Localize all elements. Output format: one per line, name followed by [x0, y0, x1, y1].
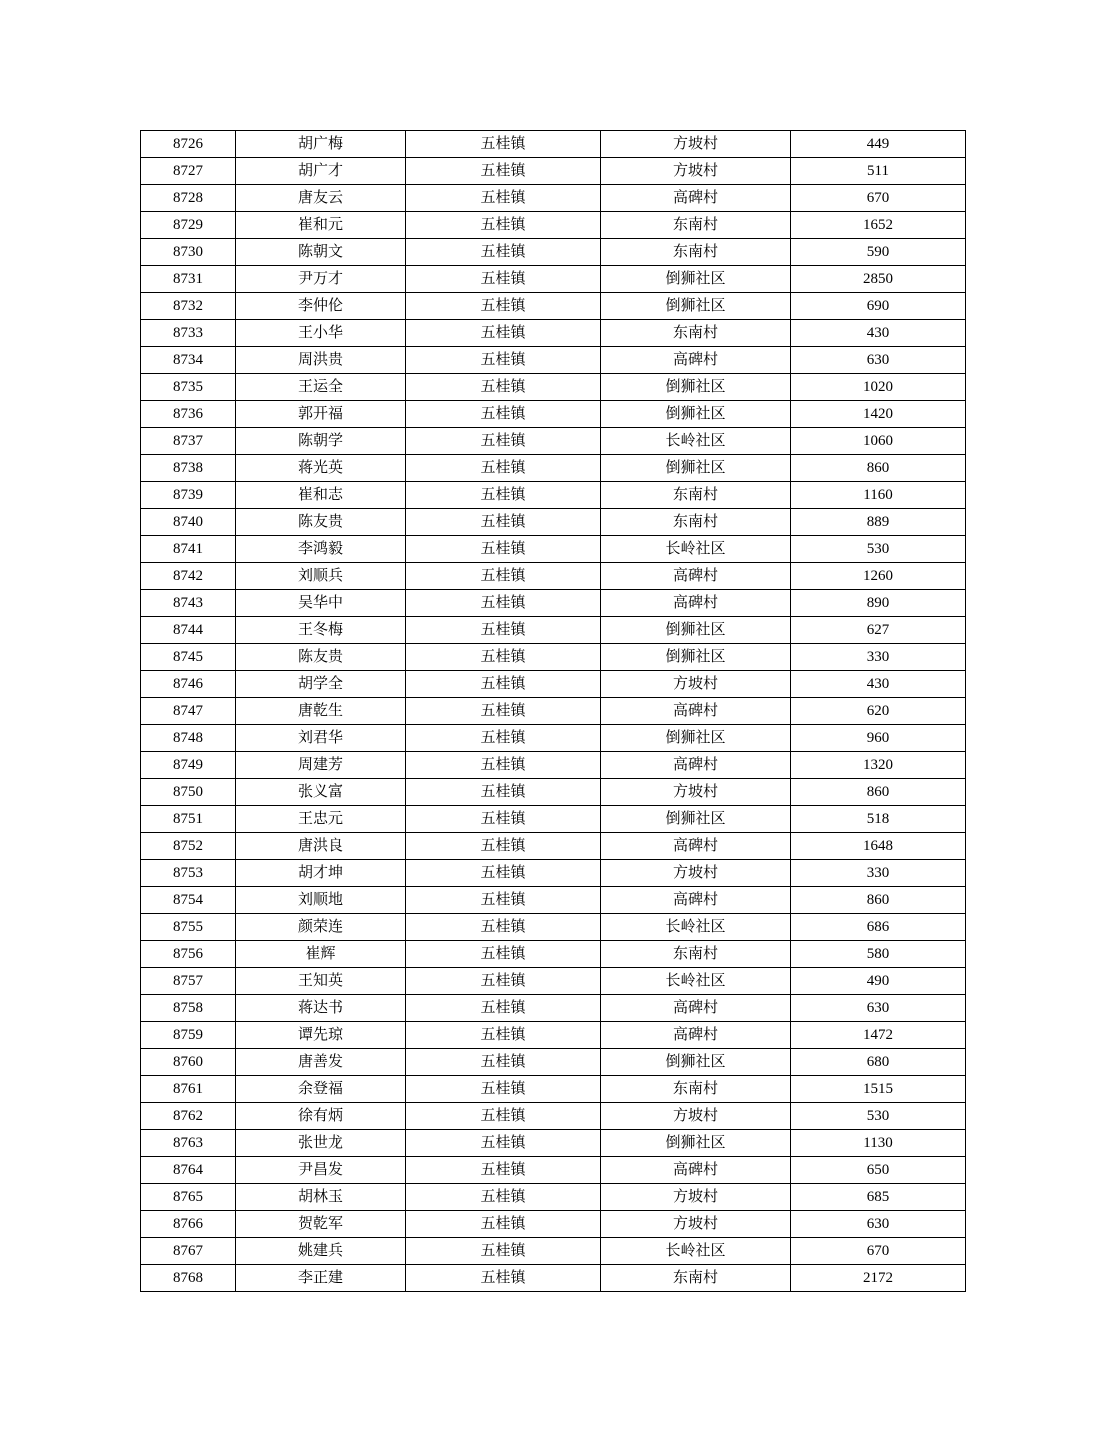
table-row — [141, 914, 966, 941]
cell-name: 张世龙 — [236, 1130, 406, 1157]
cell-name: 尹昌发 — [236, 1157, 406, 1184]
cell-village: 长岭社区 — [601, 536, 791, 563]
cell-village: 倒狮社区 — [601, 617, 791, 644]
cell-village: 东南村 — [601, 212, 791, 239]
cell-amount: 590 — [791, 239, 966, 266]
cell-village: 长岭社区 — [601, 968, 791, 995]
cell-amount: 690 — [791, 293, 966, 320]
cell-village: 倒狮社区 — [601, 725, 791, 752]
cell-id: 8737 — [141, 428, 236, 455]
cell-name: 唐洪良 — [236, 833, 406, 860]
cell-name: 蒋达书 — [236, 995, 406, 1022]
table-row — [141, 428, 966, 455]
cell-village: 东南村 — [601, 509, 791, 536]
cell-amount: 1420 — [791, 401, 966, 428]
cell-town: 五桂镇 — [406, 185, 601, 212]
cell-amount: 518 — [791, 806, 966, 833]
cell-id: 8732 — [141, 293, 236, 320]
cell-village: 倒狮社区 — [601, 1049, 791, 1076]
cell-name: 姚建兵 — [236, 1238, 406, 1265]
table-row — [141, 1022, 966, 1049]
cell-village: 东南村 — [601, 482, 791, 509]
table-row — [141, 860, 966, 887]
cell-amount: 490 — [791, 968, 966, 995]
cell-name: 郭开福 — [236, 401, 406, 428]
cell-town: 五桂镇 — [406, 887, 601, 914]
table-row — [141, 401, 966, 428]
cell-amount: 1060 — [791, 428, 966, 455]
cell-amount: 530 — [791, 1103, 966, 1130]
cell-id: 8758 — [141, 995, 236, 1022]
cell-village: 高碑村 — [601, 347, 791, 374]
table-row — [141, 1238, 966, 1265]
cell-name: 张义富 — [236, 779, 406, 806]
table-row — [141, 779, 966, 806]
cell-id: 8759 — [141, 1022, 236, 1049]
cell-amount: 860 — [791, 455, 966, 482]
table-row — [141, 185, 966, 212]
cell-amount: 1320 — [791, 752, 966, 779]
cell-name: 蒋光英 — [236, 455, 406, 482]
cell-town: 五桂镇 — [406, 1049, 601, 1076]
cell-name: 谭先琼 — [236, 1022, 406, 1049]
table-row — [141, 1130, 966, 1157]
table-row — [141, 536, 966, 563]
table-row — [141, 995, 966, 1022]
cell-village: 方坡村 — [601, 1103, 791, 1130]
cell-village: 倒狮社区 — [601, 293, 791, 320]
table-row — [141, 482, 966, 509]
cell-name: 胡广才 — [236, 158, 406, 185]
table-row — [141, 833, 966, 860]
cell-village: 长岭社区 — [601, 1238, 791, 1265]
cell-amount: 960 — [791, 725, 966, 752]
cell-town: 五桂镇 — [406, 509, 601, 536]
cell-village: 高碑村 — [601, 185, 791, 212]
cell-town: 五桂镇 — [406, 1265, 601, 1292]
cell-name: 王运全 — [236, 374, 406, 401]
cell-name: 王知英 — [236, 968, 406, 995]
table-row — [141, 374, 966, 401]
cell-id: 8744 — [141, 617, 236, 644]
cell-village: 倒狮社区 — [601, 401, 791, 428]
cell-village: 东南村 — [601, 1265, 791, 1292]
cell-name: 崔和志 — [236, 482, 406, 509]
cell-town: 五桂镇 — [406, 266, 601, 293]
table-row — [141, 698, 966, 725]
cell-amount: 1648 — [791, 833, 966, 860]
cell-name: 王小华 — [236, 320, 406, 347]
cell-village: 倒狮社区 — [601, 266, 791, 293]
cell-id: 8747 — [141, 698, 236, 725]
table-row — [141, 239, 966, 266]
cell-id: 8762 — [141, 1103, 236, 1130]
table-row — [141, 1076, 966, 1103]
table-row — [141, 1049, 966, 1076]
table-row — [141, 1157, 966, 1184]
table-row — [141, 671, 966, 698]
cell-id: 8764 — [141, 1157, 236, 1184]
cell-name: 余登福 — [236, 1076, 406, 1103]
cell-id: 8738 — [141, 455, 236, 482]
table-row — [141, 644, 966, 671]
cell-town: 五桂镇 — [406, 617, 601, 644]
cell-village: 高碑村 — [601, 1157, 791, 1184]
cell-name: 胡学全 — [236, 671, 406, 698]
cell-name: 颜荣连 — [236, 914, 406, 941]
table-row — [141, 725, 966, 752]
cell-id: 8745 — [141, 644, 236, 671]
cell-name: 崔辉 — [236, 941, 406, 968]
table-row — [141, 563, 966, 590]
cell-town: 五桂镇 — [406, 752, 601, 779]
cell-amount: 890 — [791, 590, 966, 617]
cell-name: 胡广梅 — [236, 131, 406, 158]
cell-name: 刘顺地 — [236, 887, 406, 914]
cell-amount: 1130 — [791, 1130, 966, 1157]
cell-id: 8766 — [141, 1211, 236, 1238]
table-row — [141, 1265, 966, 1292]
cell-amount: 1652 — [791, 212, 966, 239]
cell-amount: 670 — [791, 185, 966, 212]
cell-id: 8743 — [141, 590, 236, 617]
table-row — [141, 212, 966, 239]
records-table — [140, 130, 966, 1292]
cell-town: 五桂镇 — [406, 1022, 601, 1049]
cell-id: 8763 — [141, 1130, 236, 1157]
cell-town: 五桂镇 — [406, 374, 601, 401]
cell-village: 高碑村 — [601, 590, 791, 617]
cell-town: 五桂镇 — [406, 428, 601, 455]
cell-town: 五桂镇 — [406, 1238, 601, 1265]
cell-amount: 330 — [791, 860, 966, 887]
table-row — [141, 320, 966, 347]
cell-village: 高碑村 — [601, 887, 791, 914]
cell-village: 倒狮社区 — [601, 644, 791, 671]
table-row — [141, 941, 966, 968]
cell-amount: 860 — [791, 779, 966, 806]
cell-amount: 685 — [791, 1184, 966, 1211]
cell-id: 8746 — [141, 671, 236, 698]
cell-town: 五桂镇 — [406, 995, 601, 1022]
cell-town: 五桂镇 — [406, 590, 601, 617]
cell-town: 五桂镇 — [406, 698, 601, 725]
cell-id: 8754 — [141, 887, 236, 914]
table-row — [141, 158, 966, 185]
cell-name: 胡林玉 — [236, 1184, 406, 1211]
cell-town: 五桂镇 — [406, 833, 601, 860]
cell-id: 8748 — [141, 725, 236, 752]
table-row — [141, 509, 966, 536]
cell-name: 唐乾生 — [236, 698, 406, 725]
cell-amount: 889 — [791, 509, 966, 536]
table-row — [141, 887, 966, 914]
cell-town: 五桂镇 — [406, 1130, 601, 1157]
cell-village: 高碑村 — [601, 698, 791, 725]
cell-amount: 627 — [791, 617, 966, 644]
cell-village: 方坡村 — [601, 158, 791, 185]
cell-id: 8750 — [141, 779, 236, 806]
cell-amount: 1472 — [791, 1022, 966, 1049]
cell-town: 五桂镇 — [406, 212, 601, 239]
cell-id: 8756 — [141, 941, 236, 968]
cell-amount: 630 — [791, 1211, 966, 1238]
cell-village: 东南村 — [601, 239, 791, 266]
table-row — [141, 752, 966, 779]
cell-amount: 2172 — [791, 1265, 966, 1292]
cell-amount: 2850 — [791, 266, 966, 293]
cell-name: 尹万才 — [236, 266, 406, 293]
cell-town: 五桂镇 — [406, 158, 601, 185]
cell-id: 8753 — [141, 860, 236, 887]
table-row — [141, 1211, 966, 1238]
table-row — [141, 347, 966, 374]
cell-amount: 430 — [791, 671, 966, 698]
cell-id: 8768 — [141, 1265, 236, 1292]
cell-village: 方坡村 — [601, 131, 791, 158]
cell-name: 王忠元 — [236, 806, 406, 833]
cell-amount: 686 — [791, 914, 966, 941]
cell-name: 陈朝文 — [236, 239, 406, 266]
table-row — [141, 293, 966, 320]
cell-town: 五桂镇 — [406, 779, 601, 806]
cell-id: 8742 — [141, 563, 236, 590]
cell-id: 8727 — [141, 158, 236, 185]
cell-amount: 630 — [791, 347, 966, 374]
cell-id: 8761 — [141, 1076, 236, 1103]
table-row — [141, 131, 966, 158]
cell-village: 方坡村 — [601, 860, 791, 887]
cell-id: 8755 — [141, 914, 236, 941]
cell-id: 8757 — [141, 968, 236, 995]
cell-amount: 680 — [791, 1049, 966, 1076]
cell-id: 8739 — [141, 482, 236, 509]
cell-village: 方坡村 — [601, 1184, 791, 1211]
cell-town: 五桂镇 — [406, 536, 601, 563]
cell-amount: 430 — [791, 320, 966, 347]
cell-village: 方坡村 — [601, 671, 791, 698]
cell-amount: 1260 — [791, 563, 966, 590]
table-row — [141, 806, 966, 833]
cell-name: 刘君华 — [236, 725, 406, 752]
cell-id: 8741 — [141, 536, 236, 563]
cell-amount: 630 — [791, 995, 966, 1022]
cell-id: 8765 — [141, 1184, 236, 1211]
cell-amount: 620 — [791, 698, 966, 725]
cell-name: 贺乾军 — [236, 1211, 406, 1238]
cell-id: 8731 — [141, 266, 236, 293]
cell-amount: 449 — [791, 131, 966, 158]
cell-town: 五桂镇 — [406, 1103, 601, 1130]
cell-name: 李仲伦 — [236, 293, 406, 320]
cell-town: 五桂镇 — [406, 1184, 601, 1211]
cell-name: 周洪贵 — [236, 347, 406, 374]
table-row — [141, 1184, 966, 1211]
cell-id: 8734 — [141, 347, 236, 374]
cell-town: 五桂镇 — [406, 347, 601, 374]
table-row — [141, 266, 966, 293]
cell-town: 五桂镇 — [406, 860, 601, 887]
cell-town: 五桂镇 — [406, 1076, 601, 1103]
cell-name: 徐有炳 — [236, 1103, 406, 1130]
cell-town: 五桂镇 — [406, 968, 601, 995]
cell-town: 五桂镇 — [406, 725, 601, 752]
cell-town: 五桂镇 — [406, 239, 601, 266]
cell-village: 长岭社区 — [601, 428, 791, 455]
cell-amount: 1160 — [791, 482, 966, 509]
cell-village: 高碑村 — [601, 1022, 791, 1049]
cell-name: 李鸿毅 — [236, 536, 406, 563]
cell-village: 方坡村 — [601, 1211, 791, 1238]
cell-id: 8740 — [141, 509, 236, 536]
cell-town: 五桂镇 — [406, 401, 601, 428]
cell-id: 8728 — [141, 185, 236, 212]
cell-name: 王冬梅 — [236, 617, 406, 644]
cell-name: 唐友云 — [236, 185, 406, 212]
cell-town: 五桂镇 — [406, 482, 601, 509]
cell-name: 陈朝学 — [236, 428, 406, 455]
cell-village: 倒狮社区 — [601, 806, 791, 833]
table-row — [141, 968, 966, 995]
cell-amount: 330 — [791, 644, 966, 671]
cell-town: 五桂镇 — [406, 293, 601, 320]
cell-name: 李正建 — [236, 1265, 406, 1292]
cell-id: 8729 — [141, 212, 236, 239]
cell-id: 8760 — [141, 1049, 236, 1076]
cell-village: 倒狮社区 — [601, 1130, 791, 1157]
cell-village: 东南村 — [601, 320, 791, 347]
cell-village: 高碑村 — [601, 563, 791, 590]
cell-amount: 511 — [791, 158, 966, 185]
cell-town: 五桂镇 — [406, 320, 601, 347]
cell-town: 五桂镇 — [406, 563, 601, 590]
cell-village: 倒狮社区 — [601, 374, 791, 401]
cell-amount: 650 — [791, 1157, 966, 1184]
cell-town: 五桂镇 — [406, 455, 601, 482]
cell-id: 8736 — [141, 401, 236, 428]
cell-village: 高碑村 — [601, 833, 791, 860]
cell-village: 倒狮社区 — [601, 455, 791, 482]
cell-name: 陈友贵 — [236, 644, 406, 671]
cell-name: 崔和元 — [236, 212, 406, 239]
cell-id: 8730 — [141, 239, 236, 266]
table-row — [141, 617, 966, 644]
cell-village: 高碑村 — [601, 752, 791, 779]
table-row — [141, 590, 966, 617]
table-body — [141, 131, 966, 1292]
cell-town: 五桂镇 — [406, 1157, 601, 1184]
cell-amount: 670 — [791, 1238, 966, 1265]
cell-town: 五桂镇 — [406, 671, 601, 698]
cell-id: 8751 — [141, 806, 236, 833]
table-row — [141, 1103, 966, 1130]
cell-id: 8767 — [141, 1238, 236, 1265]
cell-name: 吴华中 — [236, 590, 406, 617]
cell-id: 8749 — [141, 752, 236, 779]
cell-name: 唐善发 — [236, 1049, 406, 1076]
cell-name: 陈友贵 — [236, 509, 406, 536]
cell-town: 五桂镇 — [406, 806, 601, 833]
cell-id: 8752 — [141, 833, 236, 860]
cell-town: 五桂镇 — [406, 941, 601, 968]
cell-village: 高碑村 — [601, 995, 791, 1022]
cell-amount: 580 — [791, 941, 966, 968]
cell-name: 胡才坤 — [236, 860, 406, 887]
cell-name: 周建芳 — [236, 752, 406, 779]
cell-village: 东南村 — [601, 941, 791, 968]
cell-id: 8735 — [141, 374, 236, 401]
cell-amount: 860 — [791, 887, 966, 914]
cell-town: 五桂镇 — [406, 644, 601, 671]
table-row — [141, 455, 966, 482]
cell-id: 8733 — [141, 320, 236, 347]
cell-town: 五桂镇 — [406, 914, 601, 941]
cell-town: 五桂镇 — [406, 131, 601, 158]
cell-amount: 1515 — [791, 1076, 966, 1103]
cell-id: 8726 — [141, 131, 236, 158]
cell-amount: 530 — [791, 536, 966, 563]
cell-village: 东南村 — [601, 1076, 791, 1103]
cell-village: 方坡村 — [601, 779, 791, 806]
cell-village: 长岭社区 — [601, 914, 791, 941]
cell-town: 五桂镇 — [406, 1211, 601, 1238]
cell-amount: 1020 — [791, 374, 966, 401]
cell-name: 刘顺兵 — [236, 563, 406, 590]
